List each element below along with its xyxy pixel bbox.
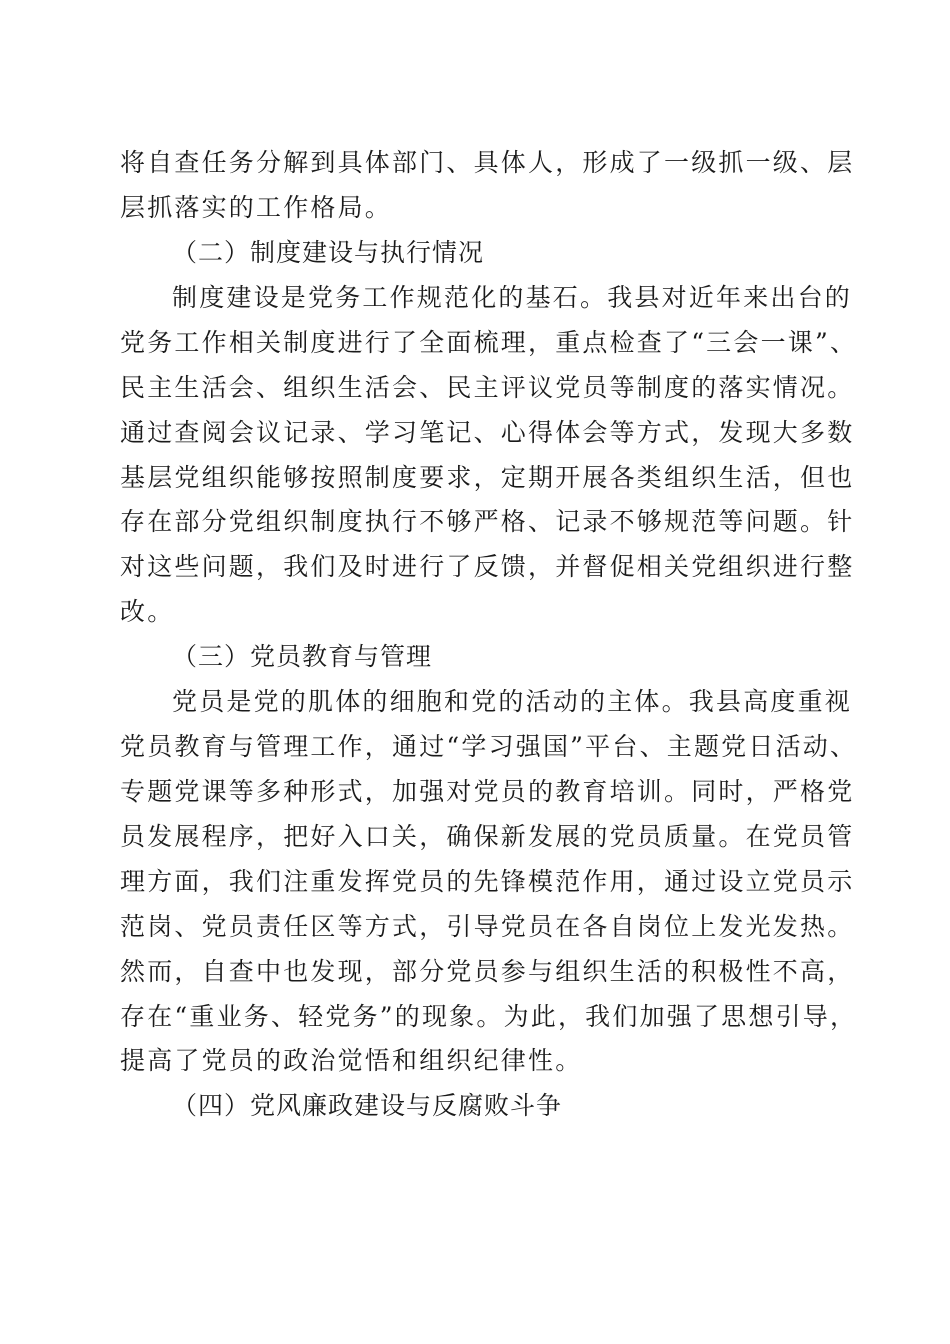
- body-text-line: 将自查任务分解到具体部门、具体人，形成了一级抓一级、层: [120, 148, 855, 177]
- section-heading-3: （三）党员教育与管理: [172, 642, 433, 671]
- body-text-line: 范岗、党员责任区等方式，引导党员在各自岗位上发光发热。: [120, 912, 855, 941]
- paragraph-first-line: 党员是党的肌体的细胞和党的活动的主体。我县高度重视: [172, 687, 853, 716]
- body-text-line: 员发展程序，把好入口关，确保新发展的党员质量。在党员管: [120, 822, 855, 851]
- body-text-line: 对这些问题，我们及时进行了反馈，并督促相关党组织进行整: [120, 552, 855, 581]
- body-text-line: 党务工作相关制度进行了全面梳理，重点检查了“三会一课”、: [120, 328, 858, 357]
- body-text-line: 改。: [120, 597, 175, 626]
- body-text-line: 提高了党员的政治觉悟和组织纪律性。: [120, 1046, 583, 1075]
- body-text-line: 存在“重业务、轻党务”的现象。为此，我们加强了思想引导，: [120, 1002, 858, 1031]
- section-heading-2: （二）制度建设与执行情况: [172, 238, 485, 267]
- body-text-line: 民主生活会、组织生活会、民主评议党员等制度的落实情况。: [120, 373, 855, 402]
- body-text-line: 党员教育与管理工作，通过“学习强国”平台、主题党日活动、: [120, 732, 858, 761]
- body-text-line: 然而，自查中也发现，部分党员参与组织生活的积极性不高，: [120, 957, 855, 986]
- body-text-line: 专题党课等多种形式，加强对党员的教育培训。同时，严格党: [120, 777, 855, 806]
- body-text-line: 存在部分党组织制度执行不够严格、记录不够规范等问题。针: [120, 507, 855, 536]
- body-text-line: 层抓落实的工作格局。: [120, 193, 393, 222]
- body-text-line: 通过查阅会议记录、学习笔记、心得体会等方式，发现大多数: [120, 418, 855, 447]
- paragraph-first-line: 制度建设是党务工作规范化的基石。我县对近年来出台的: [172, 283, 853, 312]
- body-text-line: 基层党组织能够按照制度要求，定期开展各类组织生活，但也: [120, 463, 855, 492]
- body-text-line: 理方面，我们注重发挥党员的先锋模范作用，通过设立党员示: [120, 867, 855, 896]
- section-heading-4: （四）党风廉政建设与反腐败斗争: [172, 1091, 563, 1120]
